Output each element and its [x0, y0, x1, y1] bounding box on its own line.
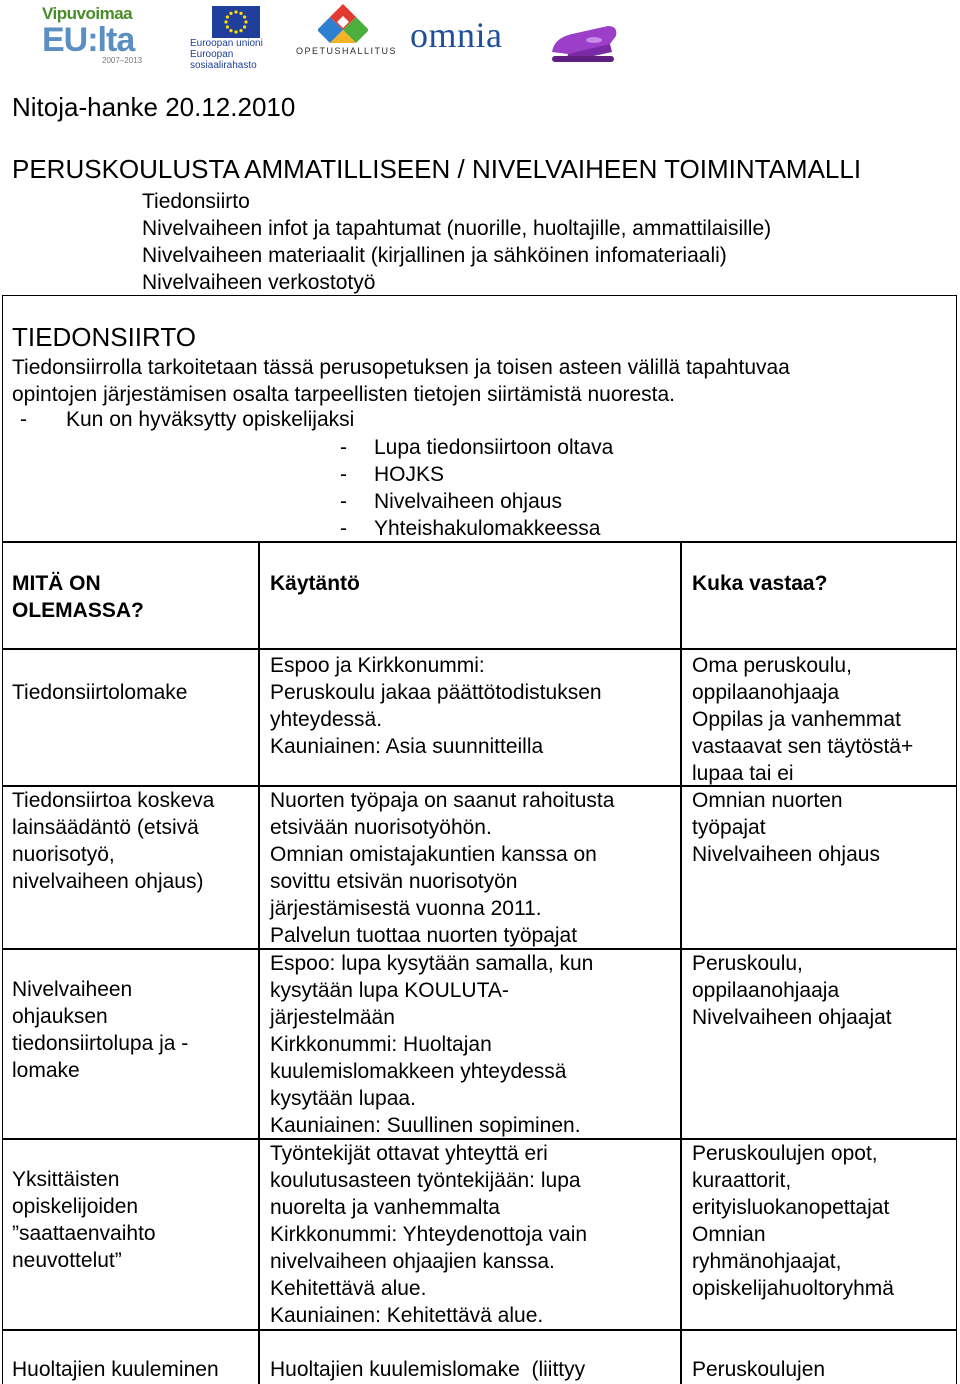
column-divider-2 — [680, 541, 682, 1384]
project-date-heading: Nitoja-hanke 20.12.2010 — [12, 92, 296, 122]
condition-text: Nivelvaiheen ohjaus — [374, 490, 562, 513]
cell-line: kysytään lupa KOULUTA- — [270, 979, 509, 1002]
intro-line-2: opintojen järjestämisen osalta tarpeellisten tietojen siirtämistä nuoresta. — [12, 383, 676, 406]
condition-item — [340, 434, 613, 461]
cell-line: Huoltajien kuulemislomake (liittyy — [270, 1358, 586, 1381]
cell-line: Espoo ja Kirkkonummi: — [270, 654, 485, 677]
cell-line: Omnian — [692, 1223, 766, 1246]
cell-line: lupaa tai ei — [692, 762, 794, 785]
eulta-years: 2007–2013 — [102, 56, 143, 65]
subtopic-item: Nivelvaiheen infot ja tapahtumat (nuorille, huoltajille, ammattilaisille) — [142, 217, 772, 240]
eu-flag-icon — [212, 6, 260, 38]
cell-line: nivelvaiheen ohjaus) — [12, 870, 204, 893]
table-row-3-practice — [270, 950, 593, 1139]
table-row-4-what — [12, 1166, 156, 1274]
dash-marker: - — [340, 517, 347, 540]
cell-line: ohjauksen — [12, 1005, 108, 1028]
cell-line: työpajat — [692, 816, 766, 839]
page-title: PERUSKOULUSTA AMMATILLISEEN / NIVELVAIHEEN TOIMINTAMALLI — [12, 154, 862, 184]
accepted-item — [20, 408, 354, 432]
table-row-4-responsible — [692, 1140, 894, 1302]
vipuvoimaa-text: Vipuvoimaa — [42, 4, 133, 23]
condition-text: HOJKS — [374, 463, 445, 486]
cell-line: koulutusasteen työntekijään: lupa — [270, 1169, 581, 1192]
cell-line: nuorelta ja vanhemmalta — [270, 1196, 500, 1219]
opetushallitus-logo-icon — [318, 2, 368, 44]
cell-line: Kehitettävä alue. — [270, 1277, 427, 1300]
cell-line: järjestelmään — [270, 1006, 395, 1029]
section-title: TIEDONSIIRTO — [12, 322, 196, 352]
cell-line: lainsäädäntö (etsivä — [12, 816, 199, 839]
cell-line: Työntekijät ottavat yhteyttä eri — [270, 1142, 548, 1165]
table-row-2-what — [12, 787, 214, 895]
condition-item — [340, 488, 613, 515]
condition-item — [340, 515, 613, 542]
cell-line: Nuorten työpaja on saanut rahoitusta — [270, 789, 615, 812]
table-row-5-responsible — [692, 1356, 825, 1383]
header-what-exists — [12, 570, 144, 624]
cell-line: Kauniainen: Kehitettävä alue. — [270, 1304, 544, 1327]
table-row-4-practice — [270, 1140, 587, 1329]
table-row-2-responsible — [692, 787, 880, 868]
cell-line: Peruskoulu jakaa päättötodistuksen — [270, 681, 602, 704]
table-row-1-responsible — [692, 652, 913, 787]
eu-caption — [190, 38, 270, 71]
cell-line: opiskelijahuoltoryhmä — [692, 1277, 894, 1300]
cell-line: yhteydessä. — [270, 708, 383, 731]
dash-marker: - — [340, 463, 347, 486]
cell-line: Huoltajien kuuleminen — [12, 1358, 219, 1381]
cell-line: Nivelvaiheen ohjaus — [692, 843, 880, 866]
cell-line: erityisluokanopettajat — [692, 1196, 890, 1219]
dash-marker: - — [340, 490, 347, 513]
condition-list — [340, 434, 613, 542]
cell-line: Nivelvaiheen ohjaajat — [692, 1006, 892, 1029]
subtopic-item: Tiedonsiirto — [142, 190, 250, 213]
stapler-icon — [548, 18, 620, 66]
cell-line: Espoo: lupa kysytään samalla, kun — [270, 952, 594, 975]
cell-line: Kirkkonummi: Huoltajan — [270, 1033, 492, 1056]
cell-line: Peruskoulujen — [692, 1358, 826, 1381]
dash-marker: - — [20, 408, 27, 431]
cell-line: Tiedonsiirtolomake — [12, 681, 188, 704]
column-divider-1 — [258, 541, 260, 1384]
table-row-1-what — [12, 679, 187, 706]
cell-line: Oma peruskoulu, — [692, 654, 852, 677]
table-row-2-practice — [270, 787, 614, 949]
cell-line: Omnian nuorten — [692, 789, 843, 812]
cell-line: vastaavat sen täytöstä+ — [692, 735, 914, 758]
table-row-5-practice — [270, 1356, 585, 1383]
header-what-exists-line: MITÄ ON — [12, 572, 101, 595]
cell-line: kuraattorit, — [692, 1169, 792, 1192]
row-divider — [2, 648, 957, 650]
subtopic-item: Nivelvaiheen materiaalit (kirjallinen ja sähköinen infomateriaali) — [142, 244, 727, 267]
header-practice: Käytäntö — [270, 572, 360, 595]
table-row-1-practice — [270, 652, 602, 760]
condition-text: Yhteishakulomakkeessa — [374, 517, 601, 540]
cell-line: oppilaanohjaaja — [692, 979, 840, 1002]
cell-line: Oppilas ja vanhemmat — [692, 708, 901, 731]
eulta-text: EU:lta — [42, 21, 135, 59]
subtopic-list — [142, 188, 771, 296]
cell-line: kuulemislomakkeen yhteydessä — [270, 1060, 567, 1083]
cell-line: opiskelijoiden — [12, 1195, 139, 1218]
row-divider — [2, 1329, 957, 1331]
dash-marker: - — [340, 436, 347, 459]
cell-line: järjestämisestä vuonna 2011. — [270, 897, 542, 920]
omnia-logo: omnia — [410, 15, 503, 55]
cell-line: Peruskoulujen opot, — [692, 1142, 878, 1165]
cell-line: neuvottelut” — [12, 1249, 122, 1272]
cell-line: Omnian omistajakuntien kanssa on — [270, 843, 597, 866]
cell-line: nuorisotyö, — [12, 843, 115, 866]
opetushallitus-text: OPETUSHALLITUS — [296, 46, 398, 56]
section-intro — [12, 354, 912, 408]
cell-line: lomake — [12, 1059, 80, 1082]
cell-line: Nivelvaiheen — [12, 978, 133, 1001]
cell-line: nivelvaiheen ohjaajien kanssa. — [270, 1250, 555, 1273]
cell-line: Tiedonsiirtoa koskeva — [12, 789, 215, 812]
table-row-5-what — [12, 1356, 219, 1383]
vipuvoimaa-eulta-logo — [42, 4, 142, 65]
cell-line: kysytään lupaa. — [270, 1087, 416, 1110]
condition-text: Lupa tiedonsiirtoon oltava — [374, 436, 614, 459]
table-row-3-what — [12, 976, 188, 1084]
eu-caption-line-1: Euroopan unioni — [190, 38, 263, 49]
header-responsible: Kuka vastaa? — [692, 572, 828, 595]
condition-item — [340, 461, 613, 488]
header-what-exists-line: OLEMASSA? — [12, 599, 144, 622]
cell-line: Kauniainen: Asia suunnitteilla — [270, 735, 544, 758]
cell-line: tiedonsiirtolupa ja - — [12, 1032, 189, 1055]
eu-caption-line-2: Euroopan sosiaalirahasto — [190, 49, 257, 71]
cell-line: etsivään nuorisotyöhön. — [270, 816, 492, 839]
subtopic-item: Nivelvaiheen verkostotyö — [142, 271, 376, 294]
cell-line: Kauniainen: Suullinen sopiminen. — [270, 1114, 581, 1137]
table-top-border — [2, 541, 957, 543]
cell-line: Kirkkonummi: Yhteydenottoja vain — [270, 1223, 588, 1246]
cell-line: ryhmänohjaajat, — [692, 1250, 842, 1273]
cell-line: sovittu etsivän nuorisotyön — [270, 870, 518, 893]
intro-line-1: Tiedonsiirrolla tarkoitetaan tässä perusopetuksen ja toisen asteen välillä tapahtuvaa — [12, 356, 790, 379]
table-row-3-responsible — [692, 950, 892, 1031]
cell-line: ”saattaenvaihto — [12, 1222, 156, 1245]
cell-line: oppilaanohjaaja — [692, 681, 840, 704]
cell-line: Palvelun tuottaa nuorten työpajat — [270, 924, 578, 947]
cell-line: Yksittäisten — [12, 1168, 120, 1191]
accepted-text: Kun on hyväksytty opiskelijaksi — [66, 408, 355, 431]
cell-line: Peruskoulu, — [692, 952, 803, 975]
